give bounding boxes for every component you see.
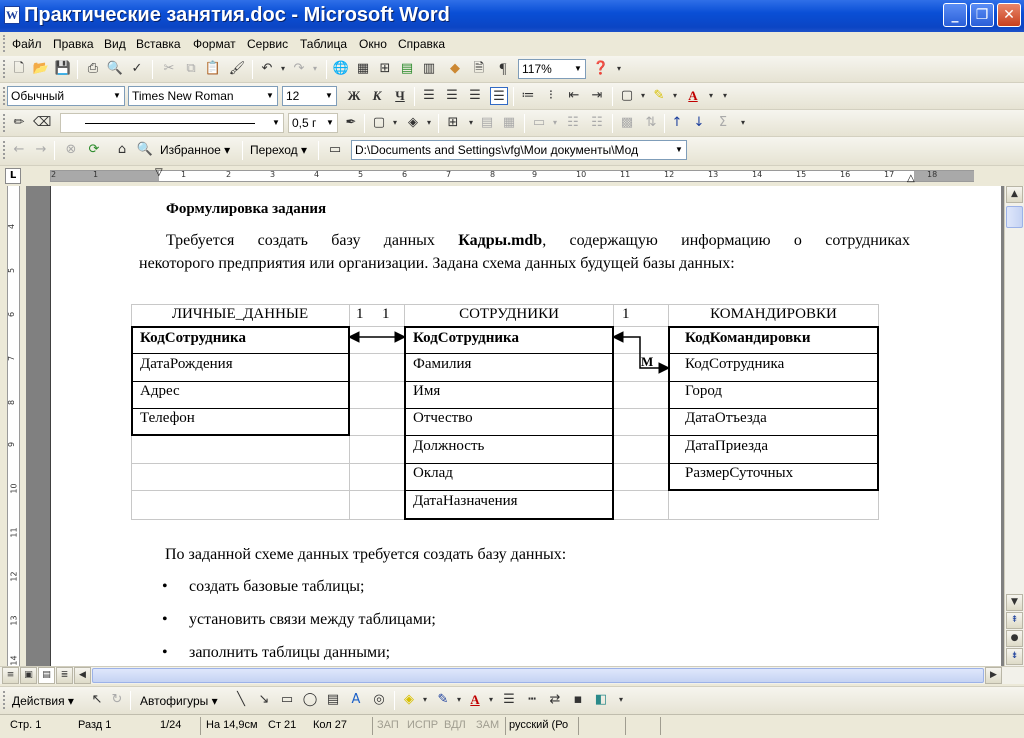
distribute-columns-icon[interactable]: ☷: [591, 115, 603, 130]
chevron-down-icon[interactable]: ▼: [272, 118, 280, 127]
toolbar-options-icon[interactable]: ▾: [740, 118, 745, 127]
separator: [664, 114, 665, 133]
table-title-personal-data: ЛИЧНЫЕ_ДАННЫЕ: [171, 306, 309, 322]
line-tool-icon[interactable]: ╲: [237, 692, 245, 707]
font-size-combo[interactable]: [282, 86, 337, 106]
font-size-value: 12: [286, 89, 300, 103]
table-title-employees: СОТРУДНИКИ: [459, 306, 559, 322]
field: Адрес: [140, 383, 180, 399]
relation-cardinality: 1: [356, 306, 364, 322]
italic-icon[interactable]: К: [372, 88, 382, 103]
hyperlink-icon[interactable]: 🌐: [332, 61, 350, 76]
close-button[interactable]: ✕: [997, 3, 1021, 27]
field: ДатаРождения: [140, 356, 233, 372]
bullet-item: установить связи между таблицами;: [189, 611, 436, 628]
separator: [77, 60, 78, 79]
status-divider: [660, 717, 661, 735]
separator: [54, 141, 55, 160]
scroll-thumb[interactable]: [1006, 206, 1023, 228]
scroll-up-icon[interactable]: ▲: [1006, 186, 1023, 203]
field: Имя: [413, 383, 441, 399]
table-autoformat-icon[interactable]: ▩: [620, 115, 634, 130]
status-record-macro[interactable]: ЗАП: [377, 719, 399, 731]
relation-cardinality: М: [641, 354, 654, 369]
first-line-indent-marker[interactable]: ▽: [155, 167, 163, 178]
chevron-down-icon[interactable]: ▾: [468, 118, 473, 127]
chevron-down-icon[interactable]: ▼: [574, 64, 582, 73]
draw-table-icon[interactable]: ✏: [13, 115, 25, 130]
bullet-item: создать базовые таблицы;: [189, 578, 365, 595]
status-line: Ст 21: [268, 719, 297, 731]
stop-icon[interactable]: ⊗: [65, 142, 77, 157]
vruler-number: 14: [9, 655, 19, 666]
menu-table[interactable]: Таблица: [300, 37, 348, 51]
line-style-combo[interactable]: [60, 113, 284, 133]
status-page-count: 1/24: [160, 719, 182, 731]
paragraph-line: некоторого предприятия или организации. Задана схема данных будущей базы данных:: [139, 255, 735, 272]
line-weight-value: 0,5 г: [292, 116, 317, 130]
zoom-combo[interactable]: [518, 59, 586, 79]
favorites-label: Избранное: [160, 143, 221, 157]
window-title: Практические занятия.doc - Microsoft Word: [24, 4, 450, 26]
paragraph-text: , содержащую информацию о сотрудниках: [542, 232, 910, 249]
ruler-number: 2: [226, 170, 232, 179]
status-page: Стр. 1: [10, 719, 42, 731]
chevron-down-icon[interactable]: ▼: [113, 91, 121, 100]
show-only-web-toolbar-icon[interactable]: ▭: [328, 142, 342, 157]
eraser-icon[interactable]: ⌫: [33, 115, 52, 130]
vruler-number: 7: [7, 355, 17, 362]
free-rotate-icon[interactable]: ↻: [111, 692, 123, 707]
ruler-number: 2: [51, 170, 57, 179]
separator: [414, 87, 415, 106]
dash-style-icon[interactable]: ┅: [528, 692, 536, 707]
outside-border-icon[interactable]: ▢: [372, 115, 386, 130]
outline-view-icon[interactable]: ≣: [56, 667, 73, 684]
border-color-icon[interactable]: ✒: [345, 115, 357, 130]
menu-grip[interactable]: [3, 35, 6, 52]
arrow-style-icon[interactable]: ⇄: [549, 692, 561, 707]
paragraph-line: По заданной схеме данных требуется создать базу данных:: [165, 546, 567, 563]
status-bar: [0, 714, 1024, 738]
ruler-number: 1: [93, 170, 99, 179]
web-toolbar: [0, 137, 1024, 166]
shadow-style-icon[interactable]: ▪: [573, 692, 583, 707]
toolbar-options-icon[interactable]: ▾: [722, 91, 727, 100]
back-icon[interactable]: ←: [13, 142, 25, 157]
bullet-icon: •: [162, 644, 168, 661]
autoshapes-label: Автофигуры: [140, 694, 209, 708]
tab-selector[interactable]: L: [5, 168, 21, 184]
toolbar-grip[interactable]: [3, 60, 6, 78]
home-icon[interactable]: ⌂: [117, 142, 127, 157]
relation-cardinality: 1: [382, 306, 390, 322]
document-area: [26, 186, 1004, 666]
menu-view[interactable]: Вид: [104, 37, 126, 51]
select-browse-object-icon[interactable]: ●: [1006, 630, 1023, 647]
separator: [242, 141, 243, 160]
rectangle-tool-icon[interactable]: ▭: [280, 692, 294, 707]
font-value: Times New Roman: [132, 89, 234, 103]
scroll-down-icon[interactable]: ▼: [1006, 594, 1023, 611]
ruler-number: 12: [664, 170, 675, 179]
next-page-icon[interactable]: ⇟: [1006, 648, 1023, 665]
print-layout-view-icon[interactable]: ▤: [38, 667, 55, 684]
field: ДатаНазначения: [413, 493, 518, 509]
field: ДатаОтъезда: [685, 410, 767, 426]
arrow-tool-icon[interactable]: ↘: [258, 692, 270, 707]
field: РазмерСуточных: [685, 465, 794, 481]
field: КодСотрудника: [685, 356, 785, 372]
style-value: Обычный: [11, 89, 65, 103]
ruler-number: 17: [884, 170, 895, 179]
open-folder-icon[interactable]: 📂: [32, 61, 50, 76]
menu-format[interactable]: Формат: [193, 37, 236, 51]
minimize-button[interactable]: _: [943, 3, 967, 27]
chevron-down-icon[interactable]: ▾: [422, 695, 427, 704]
paste-icon[interactable]: 📋: [204, 61, 222, 76]
align-left-icon[interactable]: ☰: [423, 88, 435, 103]
status-track-changes[interactable]: ИСПР: [407, 719, 439, 731]
status-divider: [372, 717, 373, 735]
distribute-rows-icon[interactable]: ☷: [567, 115, 579, 130]
vruler-number: 9: [7, 441, 17, 448]
menu-help[interactable]: Справка: [398, 37, 446, 51]
vruler-number: 10: [9, 483, 19, 494]
separator: [612, 87, 613, 106]
diagram-icon[interactable]: ◎: [373, 692, 385, 707]
bold-icon[interactable]: Ж: [347, 88, 361, 103]
vertical-ruler: [0, 186, 26, 666]
field: Отчество: [413, 410, 473, 426]
wordart-icon[interactable]: A: [351, 692, 361, 707]
chevron-down-icon[interactable]: ▾: [552, 118, 557, 127]
status-position: На 14,9см: [206, 719, 258, 731]
style-combo[interactable]: [7, 86, 125, 106]
chevron-down-icon[interactable]: ▼: [325, 91, 333, 100]
decrease-indent-icon[interactable]: ⇤: [568, 88, 580, 103]
chevron-down-icon[interactable]: ▾: [426, 118, 431, 127]
chevron-down-icon[interactable]: ▼: [675, 145, 683, 154]
key-field: КодКомандировки: [685, 330, 811, 346]
ruler-number: 6: [402, 170, 408, 179]
align-center-icon[interactable]: ☰: [446, 88, 458, 103]
separator: [318, 141, 319, 160]
bullet-icon: •: [162, 578, 168, 595]
align-right-icon[interactable]: ☰: [469, 88, 481, 103]
chevron-down-icon[interactable]: ▾: [672, 91, 677, 100]
ruler-number: 9: [532, 170, 538, 179]
separator: [394, 691, 395, 710]
status-column: Кол 27: [313, 719, 347, 731]
field: Город: [685, 383, 723, 399]
separator: [612, 114, 613, 133]
toolbar-grip[interactable]: [3, 141, 6, 159]
ruler-number: 14: [752, 170, 763, 179]
line-weight-combo[interactable]: [288, 113, 338, 133]
address-combo[interactable]: [351, 140, 687, 160]
key-field: КодСотрудника: [140, 330, 246, 346]
line-style-sample: [85, 123, 255, 124]
paragraph-text: Требуется создать базу данных: [166, 232, 459, 249]
print-preview-icon[interactable]: 🔍: [106, 61, 124, 76]
goto-label: Переход: [250, 143, 298, 157]
print-icon[interactable]: ⎙: [87, 61, 99, 76]
status-section: Разд 1: [78, 719, 112, 731]
search-web-icon[interactable]: 🔍: [136, 142, 154, 157]
insert-excel-icon[interactable]: ▤: [400, 61, 414, 76]
bullet-item: заполнить таблицы данными;: [189, 644, 391, 661]
status-divider: [200, 717, 201, 735]
ruler-left-margin: [51, 171, 159, 181]
toolbar-grip[interactable]: [3, 691, 6, 709]
separator: [513, 87, 514, 106]
text-box-icon[interactable]: ▤: [326, 692, 340, 707]
previous-page-icon[interactable]: ⇞: [1006, 612, 1023, 629]
separator: [130, 691, 131, 710]
line-style-icon[interactable]: ☰: [503, 692, 515, 707]
actions-menu[interactable]: Действия ▾: [12, 694, 74, 708]
columns-icon[interactable]: ▥: [422, 61, 436, 76]
border-icon[interactable]: ▢: [620, 88, 634, 103]
menu-window[interactable]: Окно: [359, 37, 387, 51]
horizontal-ruler: [0, 166, 1024, 186]
key-field: КодСотрудника: [413, 330, 519, 346]
ruler-number: 8: [490, 170, 496, 179]
vruler-number: 11: [9, 527, 19, 538]
fill-color-icon[interactable]: ◈: [404, 692, 414, 707]
goto-menu[interactable]: Переход ▾: [250, 143, 308, 157]
scroll-right-icon[interactable]: ▶: [985, 667, 1002, 684]
text-direction-icon[interactable]: ⇅: [645, 115, 657, 130]
font-combo[interactable]: [128, 86, 278, 106]
field: Должность: [413, 438, 485, 454]
select-objects-icon[interactable]: ↖: [91, 692, 103, 707]
arrow-head-left-icon: [613, 332, 623, 342]
vruler-number: 5: [7, 267, 17, 274]
document-page[interactable]: [50, 186, 1001, 666]
status-divider: [578, 717, 579, 735]
vruler-number: 8: [7, 399, 17, 406]
toolbar-grip[interactable]: [3, 87, 6, 105]
arrow-head-right-icon: [659, 363, 669, 373]
save-icon[interactable]: 💾: [54, 61, 72, 76]
drawing-toolbar: [0, 686, 1024, 714]
menu-tools[interactable]: Сервис: [247, 37, 289, 51]
arrow-head-right-icon: [395, 332, 405, 342]
status-overtype[interactable]: ЗАМ: [476, 719, 500, 731]
ruler-right-margin: [914, 171, 974, 181]
font-color-icon[interactable]: A: [470, 692, 480, 707]
menu-insert[interactable]: Вставка: [136, 37, 181, 51]
undo-dropdown-icon[interactable]: ▾: [280, 64, 285, 73]
right-indent-marker[interactable]: △: [907, 173, 915, 184]
ruler-number: 5: [358, 170, 364, 179]
oval-tool-icon[interactable]: ◯: [302, 692, 318, 707]
vruler-number: 6: [7, 311, 17, 318]
help-icon[interactable]: ❓: [592, 61, 610, 76]
separator: [152, 60, 153, 79]
zoom-value: 117%: [522, 62, 552, 76]
font-color-icon[interactable]: A: [688, 88, 698, 103]
status-divider: [505, 717, 506, 735]
align-cell-icon[interactable]: ▭: [532, 115, 546, 130]
ruler-number: 1: [181, 170, 187, 179]
chevron-down-icon[interactable]: ▾: [488, 695, 493, 704]
menu-bar: [0, 32, 1024, 56]
horizontal-scroll-thumb[interactable]: [92, 668, 984, 683]
menu-file[interactable]: Файл: [12, 37, 42, 51]
separator: [326, 60, 327, 79]
undo-icon[interactable]: ↶: [261, 61, 273, 76]
increase-indent-icon[interactable]: ⇥: [591, 88, 603, 103]
autosum-icon[interactable]: Σ: [718, 115, 728, 130]
task-heading: Формулировка задания: [166, 201, 327, 217]
numbering-icon[interactable]: ≔: [521, 88, 535, 103]
separator: [364, 114, 365, 133]
vruler-number: 12: [9, 571, 19, 582]
toolbar-grip[interactable]: [3, 114, 6, 132]
ruler-number: 4: [314, 170, 320, 179]
spelling-icon[interactable]: ✓: [131, 61, 143, 76]
chevron-down-icon[interactable]: ▼: [266, 91, 274, 100]
bullets-icon[interactable]: ⁝: [548, 88, 554, 103]
ruler-number: 3: [270, 170, 276, 179]
merge-cells-icon[interactable]: ▤: [480, 115, 494, 130]
vruler-number: 13: [9, 615, 19, 626]
underline-icon[interactable]: Ч: [395, 88, 405, 103]
status-language[interactable]: русский (Ро: [509, 719, 569, 731]
chevron-down-icon[interactable]: ▾: [392, 118, 397, 127]
new-document-icon[interactable]: 🗋: [13, 61, 25, 76]
formatting-toolbar: [0, 83, 1024, 110]
separator: [252, 60, 253, 79]
scroll-left-icon[interactable]: ◀: [74, 667, 91, 684]
cut-icon[interactable]: ✂: [163, 61, 175, 76]
sort-descending-icon[interactable]: ↓: [693, 115, 705, 130]
justify-icon[interactable]: ☰: [490, 87, 508, 105]
3d-style-icon[interactable]: ◧: [594, 692, 608, 707]
status-divider: [625, 717, 626, 735]
line-color-icon[interactable]: ✎: [437, 692, 449, 707]
ruler-number: 16: [840, 170, 851, 179]
sort-ascending-icon[interactable]: ↑: [671, 115, 683, 130]
relationship-one-to-one: [349, 332, 405, 342]
word-app-icon[interactable]: W: [6, 8, 18, 22]
standard-toolbar: [0, 56, 1024, 83]
ruler-number: 10: [576, 170, 587, 179]
field: Телефон: [140, 410, 195, 426]
field: Оклад: [413, 465, 453, 481]
format-painter-icon[interactable]: 🖌: [228, 61, 246, 76]
redo-dropdown-icon[interactable]: ▾: [312, 64, 317, 73]
split-cells-icon[interactable]: ▦: [502, 115, 516, 130]
ruler-number: 18: [927, 170, 938, 179]
normal-view-icon[interactable]: ≡: [2, 667, 19, 684]
vertical-ruler-strip[interactable]: [7, 186, 20, 666]
title-bar: [0, 0, 1024, 32]
separator: [524, 114, 525, 133]
ruler-number: 15: [796, 170, 807, 179]
drawing-icon[interactable]: ◆: [450, 61, 460, 76]
toolbar-options-icon[interactable]: ▾: [618, 695, 623, 704]
address-value: D:\Documents and Settings\vfg\Мои документы\Мод: [355, 143, 639, 157]
actions-label: Действия: [12, 694, 65, 708]
field: Фамилия: [413, 356, 472, 372]
chevron-down-icon[interactable]: ▼: [326, 118, 334, 127]
toolbar-options-icon[interactable]: ▾: [616, 64, 621, 73]
arrow-head-left-icon: [349, 332, 359, 342]
ruler-number: 11: [620, 170, 631, 179]
menu-edit[interactable]: Правка: [53, 37, 94, 51]
document-map-icon[interactable]: 🗎: [473, 61, 485, 76]
web-layout-view-icon[interactable]: ▣: [20, 667, 37, 684]
field: ДатаПриезда: [685, 438, 769, 454]
copy-icon[interactable]: ⧉: [186, 61, 196, 76]
table-title-trips: КОМАНДИРОВКИ: [710, 306, 837, 322]
tables-borders-icon[interactable]: ▦: [356, 61, 370, 76]
forward-icon[interactable]: →: [35, 142, 47, 157]
chevron-down-icon[interactable]: ▾: [456, 695, 461, 704]
bullet-icon: •: [162, 611, 168, 628]
shading-color-icon[interactable]: ◈: [408, 115, 418, 130]
redo-icon[interactable]: ↷: [293, 61, 305, 76]
insert-table-icon[interactable]: ⊞: [379, 61, 391, 76]
restore-button[interactable]: ❐: [970, 3, 994, 27]
insert-table-icon[interactable]: ⊞: [447, 115, 459, 130]
favorites-menu[interactable]: Избранное ▾: [160, 143, 231, 157]
vertical-scrollbar[interactable]: [1004, 186, 1024, 666]
show-hide-icon[interactable]: ¶: [499, 61, 507, 77]
chevron-down-icon[interactable]: ▾: [708, 91, 713, 100]
ruler-number: 13: [708, 170, 719, 179]
separator: [438, 114, 439, 133]
ruler-number: 7: [446, 170, 452, 179]
horizontal-scrollbar[interactable]: [0, 666, 1024, 684]
tables-borders-toolbar: [0, 110, 1024, 137]
database-filename: Кадры.mdb: [458, 232, 543, 249]
ruler-strip[interactable]: [50, 167, 974, 184]
autoshapes-menu[interactable]: Автофигуры ▾: [140, 694, 218, 708]
status-extend[interactable]: ВДЛ: [444, 719, 466, 731]
relation-cardinality: 1: [622, 306, 630, 322]
refresh-icon[interactable]: ⟳: [88, 142, 100, 157]
highlight-icon[interactable]: ✎: [653, 88, 665, 103]
vruler-number: 4: [7, 223, 17, 230]
chevron-down-icon[interactable]: ▾: [640, 91, 645, 100]
